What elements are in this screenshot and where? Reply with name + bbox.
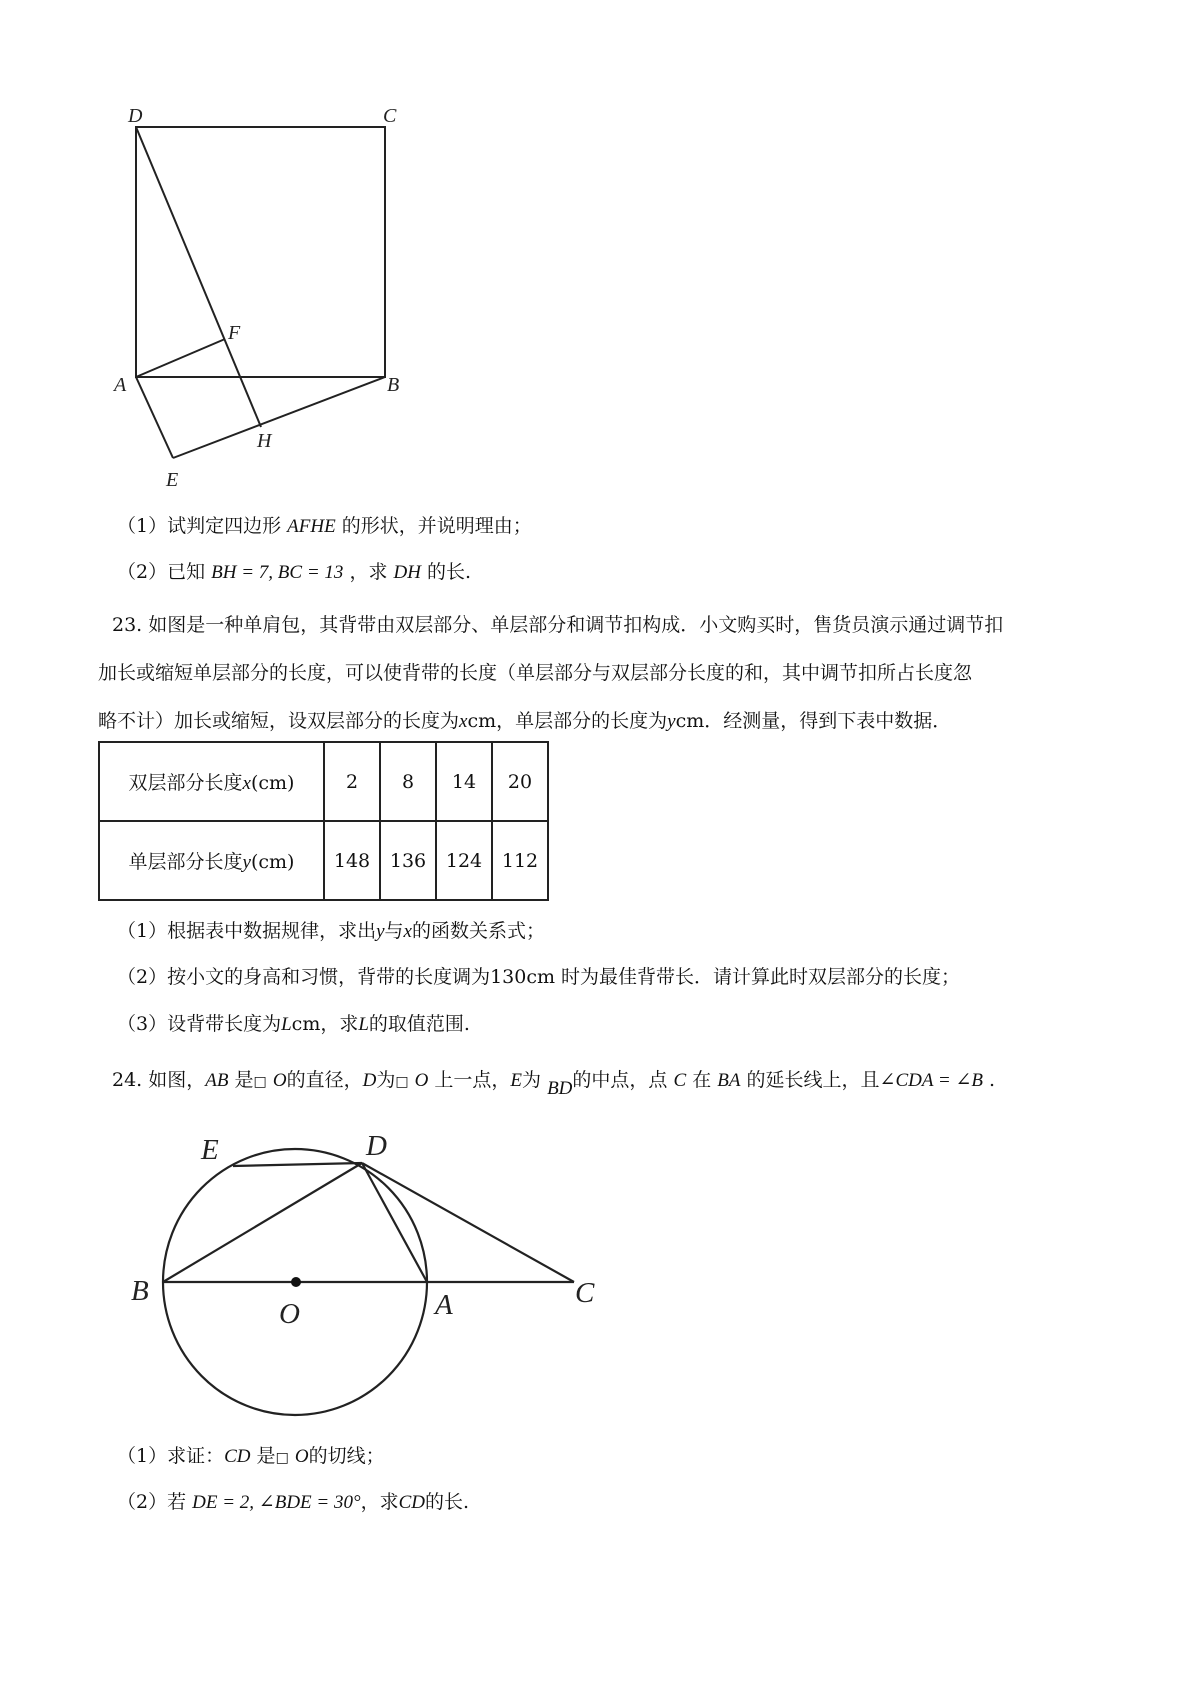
- table-cell: 112: [492, 821, 548, 900]
- circle-symbol-box: □: [395, 1074, 409, 1090]
- q24-part1-cd: CD: [224, 1446, 251, 1467]
- table-cell: 20: [492, 742, 548, 821]
- q24-part1: [117, 1441, 385, 1468]
- label-f: F: [228, 322, 241, 344]
- label-a: A: [114, 374, 127, 396]
- q22-part2: [117, 560, 471, 585]
- q23-part1-c: 的函数关系式；: [411, 920, 545, 942]
- q23-part3-a: （3）设背带长度为: [117, 1013, 282, 1035]
- q23-line1: 23. 如图是一种单肩包，其背带由双层部分、单层部分和调节扣构成．小文购买时，售货员演示通过调节扣: [112, 614, 1004, 636]
- table-row-y-header: [99, 821, 324, 900]
- q24-stem-j: .: [989, 1069, 996, 1091]
- q24-part1-a: （1）求证：: [117, 1445, 225, 1467]
- label-c2: C: [575, 1277, 595, 1309]
- figure-square-abcd: [100, 95, 420, 495]
- q22-part1: [117, 514, 532, 539]
- q23-line3-x: x: [459, 711, 468, 732]
- q24-stem-e: 上一点，: [434, 1069, 511, 1091]
- table-cell: 2: [324, 742, 380, 821]
- q23-part3-b: cm，求: [291, 1013, 359, 1035]
- label-e2: E: [201, 1134, 219, 1166]
- table-cell: 8: [380, 742, 436, 821]
- q24-stem-e-var: E: [510, 1070, 523, 1091]
- table-cell: 136: [380, 821, 436, 900]
- table-row-y-var: y: [242, 852, 251, 873]
- label-o2: O: [279, 1298, 300, 1330]
- q24-stem-b: 是: [234, 1069, 254, 1091]
- segment-ae: [136, 377, 173, 458]
- table-row-y-unit: (cm): [250, 851, 295, 873]
- label-d2: D: [366, 1130, 387, 1162]
- table-row-x-label: 双层部分长度: [128, 772, 243, 794]
- table-row-y-label: 单层部分长度: [128, 851, 243, 873]
- q24-stem-d-text: 为: [376, 1069, 396, 1091]
- q24-part2-c: 的长.: [424, 1491, 470, 1513]
- q24-stem-g: 的中点，点: [572, 1069, 668, 1091]
- label-h: H: [257, 430, 272, 452]
- q24-stem-c-var: C: [673, 1070, 687, 1091]
- q23-part3: [117, 1009, 470, 1036]
- circle-symbol-box: □: [253, 1074, 267, 1090]
- q23-part3-c: 的取值范围.: [368, 1013, 470, 1035]
- q22-part1-math: AFHE: [287, 516, 336, 537]
- table-row-x-unit: (cm): [250, 772, 295, 794]
- q22-part2-suffix: 的长.: [427, 561, 472, 583]
- q23-line2: 加长或缩短单层部分的长度，可以使背带的长度（单层部分与双层部分长度的和，其中调节扣所占长度忽: [98, 662, 973, 684]
- label-c: C: [383, 105, 397, 127]
- q24-stem: [112, 1065, 996, 1099]
- q23-line3: [98, 706, 951, 733]
- q23-part3-l: L: [281, 1014, 292, 1035]
- label-b2: B: [131, 1275, 149, 1307]
- q23-line3-a: 略不计）加长或缩短，设双层部分的长度为: [98, 710, 460, 732]
- q24-stem-i: 的延长线上，且: [746, 1069, 880, 1091]
- segment-bd: [163, 1163, 362, 1282]
- q23-line3-b: cm，单层部分的长度为: [467, 710, 668, 732]
- segment-eb: [173, 377, 385, 458]
- q24-stem-arc-bd: BD: [547, 1078, 573, 1099]
- q22-part2-prefix: （2）已知: [117, 561, 206, 583]
- label-e: E: [166, 469, 179, 491]
- q24-part1-o: O: [294, 1446, 309, 1467]
- q24-part1-c: 的切线；: [308, 1445, 385, 1467]
- q24-stem-a: 24. 如图，: [112, 1069, 206, 1091]
- q24-part2-b: ，求: [360, 1491, 399, 1513]
- q23-part1-x: x: [403, 921, 412, 942]
- q24-part2-a: （2）若: [117, 1491, 187, 1513]
- center-point-o: [291, 1277, 301, 1287]
- q22-part2-mid: ，求: [349, 561, 388, 583]
- q24-stem-h: 在: [692, 1069, 712, 1091]
- q24-stem-c: 的直径，: [286, 1069, 363, 1091]
- table-row-y: [99, 821, 548, 900]
- square-abcd: [136, 127, 385, 377]
- segment-dh: [136, 127, 261, 427]
- segment-ed: [233, 1163, 362, 1166]
- q22-part2-math: BH = 7, BC = 13: [211, 562, 344, 583]
- segment-af: [136, 339, 225, 377]
- q23-part1: [117, 916, 545, 943]
- q24-stem-o1: O: [272, 1070, 287, 1091]
- table-row-x-var: x: [242, 773, 251, 794]
- q22-part2-math2: DH: [393, 562, 421, 583]
- label-b: B: [387, 374, 400, 396]
- q24-part1-b: 是: [256, 1445, 276, 1467]
- table-row-x: [99, 742, 548, 821]
- circle-symbol-box: □: [275, 1450, 289, 1466]
- q24-stem-f: 为: [522, 1069, 542, 1091]
- q24-part2: [117, 1487, 469, 1514]
- q24-part2-math: DE = 2, ∠BDE = 30°: [192, 1492, 361, 1513]
- table-cell: 14: [436, 742, 492, 821]
- q23-line3-y: y: [667, 711, 676, 732]
- q24-stem-angle: ∠CDA = ∠B: [879, 1070, 983, 1091]
- q23-part1-b: 与: [384, 920, 404, 942]
- q24-stem-o2: O: [414, 1070, 429, 1091]
- label-a2: A: [435, 1289, 453, 1321]
- q23-line3-c: cm．经测量，得到下表中数据．: [675, 710, 952, 732]
- q24-part2-cd: CD: [398, 1492, 425, 1513]
- q24-stem-ba: BA: [717, 1070, 741, 1091]
- q24-stem-ab: AB: [205, 1070, 229, 1091]
- q23-part1-y: y: [376, 921, 385, 942]
- q24-stem-d: D: [362, 1070, 377, 1091]
- label-d: D: [128, 105, 143, 127]
- q23-data-table: [98, 741, 549, 901]
- table-cell: 124: [436, 821, 492, 900]
- q23-part3-l2: L: [358, 1014, 369, 1035]
- q23-part1-a: （1）根据表中数据规律，求出: [117, 920, 377, 942]
- q22-part1-prefix: （1）试判定四边形: [117, 515, 282, 537]
- table-cell: 148: [324, 821, 380, 900]
- q23-part2: （2）按小文的身高和习惯，背带的长度调为130cm 时为最佳背带长．请计算此时双层部分的长度；: [117, 966, 961, 988]
- figure-circle-o: [110, 1120, 610, 1440]
- q22-part1-suffix: 的形状，并说明理由；: [341, 515, 532, 537]
- table-row-x-header: [99, 742, 324, 821]
